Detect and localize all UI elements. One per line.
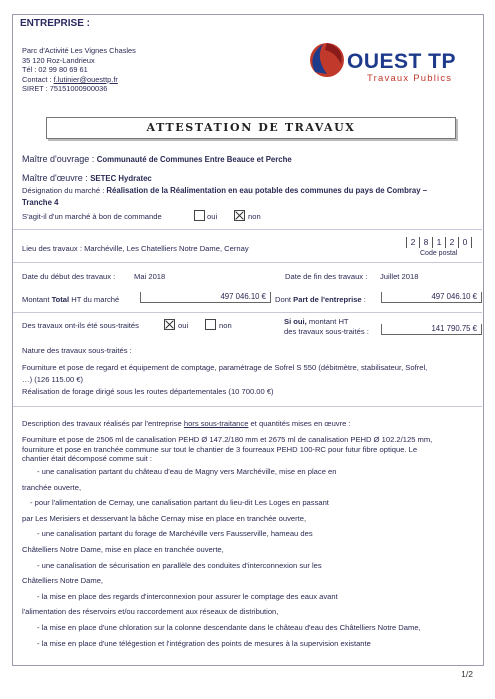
location-row [22,238,249,256]
total-label-a: Montant [22,295,52,304]
end-date-label: Date de fin des travaux : [285,272,368,281]
part-label-c: : [361,295,366,304]
subcontract-label-c: des travaux sous-traités : [284,327,369,336]
location-label: Lieu des travaux : [22,244,85,253]
part-amount-field[interactable]: 497 046.10 € [381,292,482,303]
postal-digit-4: 2 [445,237,458,248]
subcontract-question: Des travaux ont-ils été sous-traités [22,321,139,330]
order-market-non-checkbox[interactable] [234,210,245,221]
order-market-oui-label: oui [207,212,218,221]
description-label [22,419,351,428]
description-item: par Les Merisiers et desservant la bâche Cernay mise en place en tranchée ouverte, [22,513,307,523]
subcontract-amount-label [284,317,369,337]
subcontract-non-label: non [219,321,232,330]
total-amount-label [22,295,119,304]
subcontract-label-b: montant HT [306,317,349,326]
total-amount-field[interactable]: 497 046.10 € [140,292,271,303]
nature-line: …) (126 115.00 €) [22,375,84,384]
postal-digit-2: 8 [419,237,432,248]
description-item: - une canalisation partant du forage de Marchéville vers Fausserville, hameau des [37,529,313,539]
company-address [22,46,136,94]
subcontract-oui-label: oui [178,321,189,330]
description-intro [22,435,482,464]
nature-line: Fourniture et pose de regard et équipement de comptage, paramétrage de Sofrel S 550 (débitmètre, stabilisateur, Sofrel, [22,363,428,372]
description-item: l'alimentation des réservoirs et/ou raccordement aux réseaux de distribution, [22,607,279,617]
address-line-1: Parc d'Activité Les Vignes Chasles [22,46,136,55]
description-item: tranchée ouverte, [22,482,82,492]
logo-subtitle: Travaux Publics [367,73,453,84]
postal-code-label: Code postal [420,250,458,257]
divider [13,229,482,230]
address-line-3: Tél : 02 99 80 69 61 [22,65,88,75]
order-market-non-label: non [248,212,261,221]
intro-line: Fourniture et pose de 2506 ml de canalisation PEHD Ø 147.2/180 mm et 2675 ml de canalisation PEHD Ø 102.2/125 mm, [22,435,433,444]
order-market-question: S'agit-il d'un marché à bon de commande [22,212,162,221]
description-label-b: hors sous-traitance [183,419,249,428]
postal-digit-5: 0 [458,237,472,248]
description-item: - pour l'alimentation de Cernay, une canalisation partant du lieu-dit Les Loges en passant [30,498,329,508]
logo-name: OUEST TP [347,50,457,73]
part-label-b: Part de l'entreprise [293,295,362,304]
nature-text [22,362,482,398]
order-market-oui-checkbox[interactable] [194,210,205,221]
nature-label: Nature des travaux sous-traités : [22,346,132,355]
description-item: - la mise en place d'une télégestion et l'intégration des points de mesures à la supervision existante [37,638,371,648]
contact-label: Contact : [22,74,54,84]
market-label: Désignation du marché : [22,186,107,195]
start-date-label: Date du début des travaux : [22,272,116,281]
description-item: Châtelliers Notre Dame, mise en place en tranchée ouverte, [22,545,224,554]
total-label-c: HT du marché [69,295,120,304]
market-value-2: Tranche 4 [22,198,59,207]
divider [13,406,482,407]
page-number: 1/2 [461,669,473,679]
intro-line: fourniture et pose en tranchée commune sur tout le chantier de 3 fourreaux PEHD 100-RC pour futur fibre optique. Le [22,444,418,454]
ouest-tp-logo [305,34,480,92]
subcontract-label-a: Si oui, [284,317,307,326]
divider [13,312,482,313]
description-item: - la mise en place des regards d'interconnexion pour assurer le comptage des eaux avant [37,591,338,601]
part-amount-label [275,295,366,304]
logo-emblem-icon [305,34,480,92]
moe-label: Maître d'œuvre : [22,173,91,183]
description-label-c: et quantités mises en œuvre : [248,419,351,428]
total-label-b: Total [51,295,70,304]
address-line-2: 35 120 Roz-Landrieux [22,55,95,65]
intro-line: chantier était décomposé comme suit : [22,454,152,463]
part-label-a: Dont [275,295,294,304]
subcontract-non-checkbox[interactable] [205,319,216,330]
divider [13,262,482,263]
description-item: - une canalisation partant du château d'eau de Magny vers Marchéville, mise en place en [37,467,337,476]
moa-value: Communauté de Communes Entre Beauce et Perche [96,155,292,164]
description-item: Châtelliers Notre Dame, [22,576,104,586]
end-date-value: Juillet 2018 [380,272,419,281]
contact-line [22,75,136,85]
moa-row [22,149,292,167]
moe-value: SETEC Hydratec [90,174,152,183]
company-heading: ENTREPRISE : [20,18,91,29]
description-label-a: Description des travaux réalisés par l'entreprise [22,419,184,428]
postal-digit-1: 2 [406,237,419,248]
subcontract-oui-checkbox[interactable] [164,319,175,330]
document-title: ATTESTATION DE TRAVAUX [46,117,456,139]
description-item: - la mise en place d'une chloration sur la colonne descendante dans le château d'eau des Châtelliers Notre Dame, [37,623,421,632]
market-value-1: Réalisation de la Réalimentation en eau potable des communes du pays de Combray – [106,186,428,195]
moa-label: Maître d'ouvrage : [22,154,97,164]
location-value: Marchéville, Les Chatelliers Notre Dame, Cernay [84,244,249,253]
contact-email-link[interactable]: f.lutinier@ouesttp.fr [53,74,118,84]
subcontract-amount-field[interactable]: 141 790.75 € [381,324,482,335]
market-row [22,184,472,208]
siret-line: SIRET : 75151000900036 [22,84,108,94]
postal-digit-3: 1 [432,237,445,248]
description-item: - une canalisation de sécurisation en parallèle des conduites d'interconnexion sur les [37,560,322,570]
start-date-value: Mai 2018 [134,272,166,281]
nature-line: Réalisation de forage dirigé sous les routes départementales (10 700.00 €) [22,387,274,396]
